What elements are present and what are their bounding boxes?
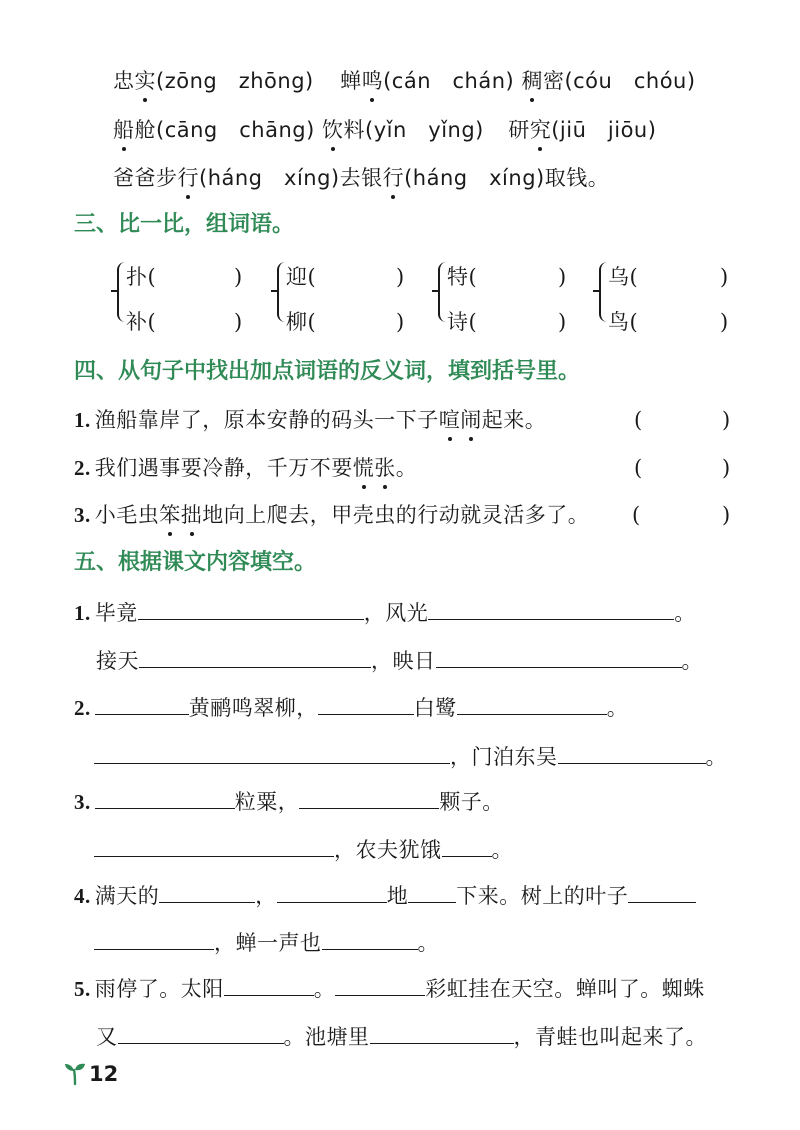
prompt-text: 彩虹挂在天空。蝉叫了。蜘蛛	[425, 977, 705, 1001]
item-number: 3.	[74, 790, 91, 814]
prompt-text: 粒粟，	[234, 790, 300, 814]
answer-blank[interactable]	[94, 927, 214, 950]
answer-paren-open[interactable]: (	[634, 408, 643, 432]
prompt-text: 满天的	[94, 884, 160, 908]
prompt-text: 。	[681, 649, 703, 673]
dotted-char: 稠	[521, 66, 543, 96]
dotted-char: 实	[135, 66, 157, 96]
dotted-char: 笨	[159, 500, 181, 530]
item-number: 4.	[74, 884, 91, 908]
prompt-text: 。	[491, 838, 513, 862]
dotted-char: 喧	[439, 405, 461, 435]
prompt-text: ，门泊东吴	[450, 745, 558, 769]
answer-blank[interactable]	[139, 645, 371, 668]
answer-blank[interactable]	[436, 645, 682, 668]
dotted-char: 究	[530, 115, 552, 145]
word-char: 密	[542, 69, 565, 93]
dotted-char: 行	[383, 163, 405, 193]
antonym-item-2	[74, 453, 417, 483]
fill-q3-line1	[74, 786, 504, 817]
item-number: 2.	[74, 696, 91, 720]
antonym-item-1	[74, 405, 546, 435]
word-char: 研	[508, 118, 530, 142]
answer-blank[interactable]	[94, 741, 450, 764]
answer-blank[interactable]	[428, 597, 674, 620]
sentence-text: 小毛虫	[94, 503, 160, 527]
answer-blank[interactable]	[95, 786, 235, 809]
item-number: 5.	[74, 977, 91, 1001]
fill-q5-line2	[96, 1021, 707, 1052]
prompt-text: 又	[96, 1025, 118, 1049]
answer-blank[interactable]	[335, 973, 425, 996]
prompt-text: 。	[705, 745, 727, 769]
dotted-char: 鸣	[362, 66, 384, 96]
paren-close: )	[396, 310, 405, 334]
page-number: 12	[89, 1062, 119, 1086]
prompt-text: ，	[255, 884, 277, 908]
sentence-text: 地向上爬去，甲壳虫的行动就灵活多了。	[202, 503, 590, 527]
answer-blank[interactable]	[138, 597, 364, 620]
answer-blank[interactable]	[118, 1021, 284, 1044]
answer-blank[interactable]	[457, 692, 607, 715]
pinyin-options: (jiū jiōu)	[551, 118, 657, 142]
fill-q3-line2	[94, 834, 513, 865]
answer-paren-close: )	[722, 503, 731, 527]
prompt-text: ，映日	[371, 649, 436, 673]
prompt-text: 接天	[96, 649, 139, 673]
prompt-text: 雨停了。太阳	[94, 977, 224, 1001]
paren-close: )	[396, 265, 405, 289]
prompt-text: ，风光	[363, 601, 429, 625]
sentence-text: 渔船靠岸了，原本安静的码头一下子	[94, 408, 439, 432]
answer-blank[interactable]	[628, 880, 696, 903]
item-number: 2.	[74, 456, 91, 480]
word-char: 去银	[339, 166, 383, 190]
dotted-char: 饮	[322, 115, 344, 145]
pinyin-row-2	[113, 115, 656, 145]
answer-blank[interactable]	[318, 692, 414, 715]
item-number: 1.	[74, 408, 91, 432]
answer-paren-open[interactable]: (	[634, 456, 643, 480]
pinyin-options: (yǐn yǐng)	[365, 118, 484, 142]
answer-blank[interactable]	[277, 880, 387, 903]
fill-q4-line1	[74, 880, 696, 911]
section-5-title: 五、根据课文内容填空。	[74, 550, 317, 575]
compare-bottom: 诗(	[447, 310, 478, 334]
prompt-text: ，青蛙也叫起来了。	[513, 1025, 707, 1049]
prompt-text: 。	[606, 696, 629, 720]
prompt-text: 颗子。	[439, 790, 504, 814]
sentence-text: 我们遇事要冷静，千万不要	[94, 456, 353, 480]
word-char: 蝉	[340, 69, 362, 93]
answer-blank[interactable]	[299, 786, 439, 809]
prompt-text: 黄鹂鸣翠柳，	[188, 696, 318, 720]
dotted-char: 闹	[460, 405, 482, 435]
paren-close: )	[234, 265, 243, 289]
word-char: 舱	[134, 118, 156, 142]
answer-blank[interactable]	[442, 834, 492, 857]
pinyin-options: (háng xíng)	[199, 166, 340, 190]
word-char: 忠	[113, 69, 135, 93]
word-char: 取钱。	[544, 166, 610, 190]
answer-blank[interactable]	[94, 834, 334, 857]
answer-blank[interactable]	[408, 880, 456, 903]
fill-q1-line1	[74, 597, 696, 628]
prompt-text: 。	[674, 601, 696, 625]
section-4-title: 四、从句子中找出加点词语的反义词，填到括号里。	[74, 359, 581, 384]
fill-q2-line2	[94, 741, 727, 772]
answer-blank[interactable]	[558, 741, 706, 764]
pinyin-row-1	[113, 66, 696, 96]
pinyin-options: (cāng chāng)	[156, 118, 315, 142]
dotted-char: 行	[178, 163, 200, 193]
item-number: 3.	[74, 503, 91, 527]
paren-close: )	[234, 310, 243, 334]
paren-close: )	[558, 310, 567, 334]
compare-top: 乌(	[608, 265, 639, 289]
prompt-text: 地	[386, 884, 409, 908]
answer-paren-close: )	[722, 456, 731, 480]
pinyin-options: (háng xíng)	[404, 166, 545, 190]
paren-close: )	[558, 265, 567, 289]
section-3-title: 三、比一比，组词语。	[74, 212, 295, 237]
pinyin-options: (cóu chóu)	[564, 69, 696, 93]
compare-bottom: 补(	[126, 310, 157, 334]
answer-blank[interactable]	[370, 1021, 514, 1044]
antonym-item-3	[74, 500, 589, 530]
answer-blank[interactable]	[159, 880, 255, 903]
dotted-char: 慌	[353, 453, 375, 483]
prompt-text: 下来。树上的叶子	[456, 884, 629, 908]
dotted-char: 船	[113, 115, 135, 145]
answer-blank[interactable]	[322, 927, 418, 950]
answer-paren-close: )	[722, 408, 731, 432]
prompt-text: ，农夫犹饿	[334, 838, 442, 862]
compare-top: 特(	[447, 265, 478, 289]
compare-top: 迎(	[286, 265, 317, 289]
item-number: 1.	[74, 601, 91, 625]
sentence-text: 起来。	[481, 408, 547, 432]
dotted-char: 张	[374, 453, 396, 483]
prompt-text: 毕竟	[94, 601, 138, 625]
compare-top: 扑(	[126, 265, 157, 289]
word-char: 料	[343, 118, 365, 142]
prompt-text: ，蝉一声也	[214, 931, 322, 955]
paren-close: )	[720, 310, 729, 334]
paren-close: )	[720, 265, 729, 289]
prompt-text: 白鹭	[413, 696, 457, 720]
fill-q5-line1	[74, 973, 705, 1004]
fill-q4-line2	[94, 927, 439, 958]
prompt-text: 。池塘里	[283, 1025, 370, 1049]
pinyin-options: (zōng zhōng)	[156, 69, 314, 93]
prompt-text: 。	[313, 977, 336, 1001]
answer-blank[interactable]	[224, 973, 314, 996]
pinyin-options: (cán chán)	[383, 69, 515, 93]
answer-blank[interactable]	[95, 692, 189, 715]
fill-q1-line2	[96, 645, 703, 676]
pinyin-row-3	[113, 163, 609, 193]
word-char: 爸爸步	[113, 166, 178, 190]
fill-q2-line1	[74, 692, 628, 723]
compare-bottom: 鸟(	[608, 310, 639, 334]
dotted-char: 拙	[181, 500, 203, 530]
answer-paren-open[interactable]: (	[632, 503, 641, 527]
compare-bottom: 柳(	[286, 310, 317, 334]
sprout-icon	[62, 1060, 88, 1086]
prompt-text: 。	[417, 931, 439, 955]
sentence-text: 。	[395, 456, 418, 480]
